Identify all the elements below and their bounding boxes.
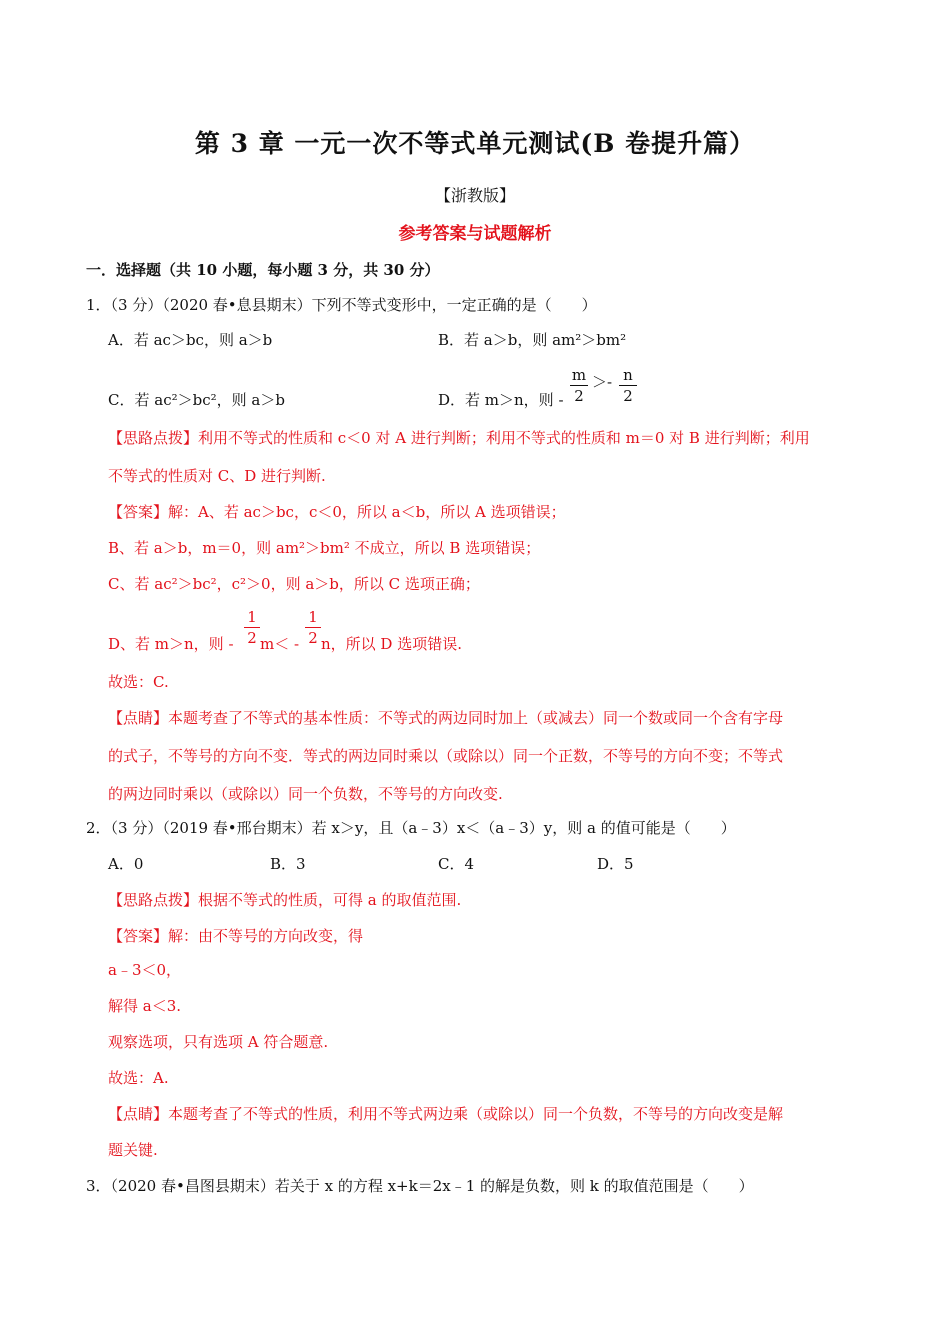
q1-answer-line-3: C、若 ac²＞bc²，c²＞0，则 a＞b，所以 C 选项正确； xyxy=(108,575,480,593)
q1-option-c: C．若 ac²＞bc²，则 a＞b xyxy=(108,391,285,409)
q2-answer-line-2: a﹣3＜0， xyxy=(108,961,182,979)
q1-note-line-3: 的两边同时乘以（或除以）同一个负数，不等号的方向改变. xyxy=(108,785,503,803)
fraction-bar xyxy=(244,627,260,628)
fraction-numerator: 1 xyxy=(247,608,257,626)
fraction-denominator: 2 xyxy=(623,387,633,405)
fraction-numerator: n xyxy=(623,366,633,384)
q1-answer-line-1: 【答案】解：A、若 ac＞bc，c＜0，所以 a＜b，所以 A 选项错误； xyxy=(108,503,566,521)
q1-option-d-fraction-n xyxy=(619,366,637,405)
answer-subtitle: 参考答案与试题解析 xyxy=(398,224,552,244)
page-title: 第 3 章 一元一次不等式单元测试(B 卷提升篇） xyxy=(194,129,756,158)
q1-option-b: B．若 a＞b，则 am²＞bm² xyxy=(438,331,627,349)
q2-note-line-2: 题关键. xyxy=(108,1141,158,1159)
fraction-bar xyxy=(619,385,637,386)
q2-option-d: D．5 xyxy=(597,855,634,873)
q1-note-line-2: 的式子，不等号的方向不变．等式的两边同时乘以（或除以）同一个正数，不等号的方向不变；不等式 xyxy=(108,747,784,765)
q2-option-c: C．4 xyxy=(438,855,475,873)
q1-answer-d-suffix: n，所以 D 选项错误. xyxy=(321,635,462,653)
fraction-denominator: 2 xyxy=(247,629,257,647)
fraction-denominator: 2 xyxy=(308,629,318,647)
section-heading: 一．选择题（共 10 小题，每小题 3 分，共 30 分） xyxy=(86,261,440,279)
q1-note-line-1: 【点睛】本题考查了不等式的基本性质：不等式的两边同时加上（或减去）同一个数或同一个含有字母 xyxy=(108,709,784,727)
q1-answer-line-2: B、若 a＞b，m＝0，则 am²＞bm² 不成立，所以 B 选项错误； xyxy=(108,539,541,557)
q1-choice: 故选：C. xyxy=(108,673,169,691)
q1-answer-d-prefix: D、若 m＞n，则 - xyxy=(108,635,234,653)
fraction-bar xyxy=(570,385,588,386)
q2-answer-line-3: 解得 a＜3. xyxy=(108,997,182,1015)
q3-stem: 3．（2020 春•昌图县期末）若关于 x 的方程 x+k＝2x﹣1 的解是负数，则 k 的取值范围是（ ） xyxy=(86,1177,754,1195)
q2-option-a: A．0 xyxy=(108,855,144,873)
q1-hint-line-1: 【思路点拨】利用不等式的性质和 c＜0 对 A 进行判断；利用不等式的性质和 m＝0 对 B 进行判断；利用 xyxy=(108,429,810,447)
q1-hint-line-2: 不等式的性质对 C、D 进行判断. xyxy=(108,467,326,485)
edition-label: 【浙教版】 xyxy=(434,186,515,205)
q1-option-a: A．若 ac＞bc，则 a＞b xyxy=(108,331,273,349)
fraction-numerator: 1 xyxy=(308,608,318,626)
q2-answer-line-1: 【答案】解：由不等号的方向改变，得 xyxy=(108,927,364,945)
q1-answer-fraction-1 xyxy=(244,608,260,647)
q1-answer-d-middle: m＜ - xyxy=(260,635,300,653)
q2-choice: 故选：A. xyxy=(108,1069,169,1087)
fraction-numerator: m xyxy=(571,366,587,384)
q2-stem: 2．（3 分）（2019 春•邢台期末）若 x＞y，且（a﹣3）x＜（a﹣3）y，则 a 的值可能是（ ） xyxy=(86,819,736,837)
q2-answer-line-4: 观察选项，只有选项 A 符合题意. xyxy=(108,1033,329,1051)
q1-answer-fraction-2 xyxy=(305,608,321,647)
q1-option-d-prefix: D．若 m＞n，则 - xyxy=(438,391,564,409)
q1-stem: 1．（3 分）（2020 春•息县期末）下列不等式变形中，一定正确的是（ ） xyxy=(86,296,597,314)
q1-option-d-comparison: ＞- xyxy=(592,373,613,391)
fraction-denominator: 2 xyxy=(574,387,584,405)
q2-option-b: B．3 xyxy=(270,855,306,873)
q2-note-line-1: 【点睛】本题考查了不等式的性质，利用不等式两边乘（或除以）同一个负数，不等号的方向改变是解 xyxy=(108,1105,784,1123)
q1-option-d xyxy=(438,390,564,410)
fraction-bar xyxy=(305,627,321,628)
q1-option-d-fraction-m xyxy=(570,366,588,405)
q2-hint: 【思路点拨】根据不等式的性质，可得 a 的取值范围. xyxy=(108,891,462,909)
